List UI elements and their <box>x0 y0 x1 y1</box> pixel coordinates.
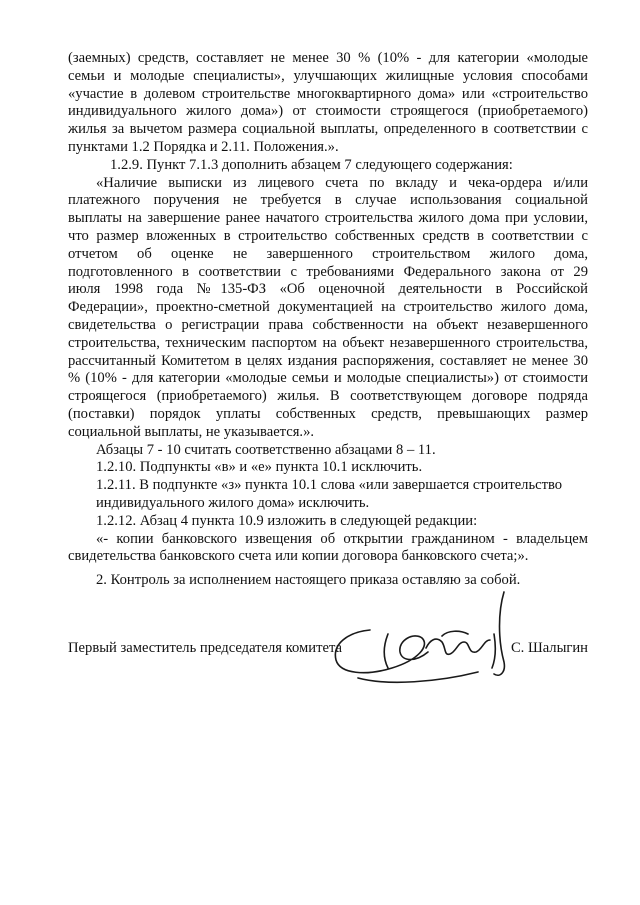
text-line: «Наличие выписки из лицевого счета по вкладу и чека-ордера и/или <box>96 174 588 191</box>
text-line: 1.2.12. Абзац 4 пункта 10.9 изложить в следующей редакции: <box>96 512 478 529</box>
text-line: жилья за вычетом размера социальной выплаты, определенного в соответствии с <box>68 121 588 138</box>
text-line: индивидуального жилого дома») от стоимости строящегося (приобретаемого) <box>68 103 588 120</box>
text-line: выплаты на завершение ранее начатого строительства жилого дома при условии, <box>68 210 588 227</box>
text-line: подготовленного в соответствии с требованиями Федерального закона от 29 <box>68 263 588 280</box>
text-line: семьи и молодые специалисты», улучшающих жилищные условия способами <box>68 67 588 84</box>
text-line: Федерации», проектно-сметной документацией на строительство жилого дома, <box>68 299 588 316</box>
text-line: Абзацы 7 - 10 считать соответственно абзацами 8 – 11. <box>96 441 436 458</box>
text-line: «- копии банковского извещения об открытии гражданином - владельцем <box>96 530 588 547</box>
text-line: пунктами 1.2 Порядка и 2.11. Положения.». <box>68 139 339 155</box>
text-line: 2. Контроль за исполнением настоящего приказа оставляю за собой. <box>96 572 521 588</box>
text-line: (заемных) средств, составляет не менее 30 % (10% - для категории «молодые <box>68 50 588 66</box>
text-line: 1.2.9. Пункт 7.1.3 дополнить абзацем 7 следующего содержания: <box>110 156 513 173</box>
text-line: 1.2.10. Подпункты «в» и «е» пункта 10.1 исключить. <box>96 459 423 476</box>
text-line: отчетом об оценке не завершенного строительством жилого дома, <box>68 245 588 262</box>
text-line: платежного поручения не требуется в случае использования социальной <box>68 192 588 209</box>
text-line: социальной выплаты, не указывается.». <box>68 423 315 440</box>
text-line: свидетельства о регистрации права собственности на объект незавершенного <box>68 317 588 333</box>
text-line: июля 1998 года №135-ФЗ «Об оценочной деятельности в Российской <box>68 281 588 298</box>
signer-name: С. Шалыгин <box>510 640 588 656</box>
text-line: рассчитанный Комитетом в целях издания распоряжения, составляет не менее 30 <box>68 352 588 369</box>
text-line: «участие в долевом строительстве многоквартирного дома» или «строительство <box>68 85 588 102</box>
text-line: свидетельства банковского счета или копии договора банковского счета;». <box>68 548 529 565</box>
text-line: что размер вложенных в строительство собственных средств в соответствии с <box>68 228 588 244</box>
text-line: 1.2.11. В подпункте «з» пункта 10.1 слова «или завершается строительство <box>96 477 563 494</box>
text-line: % (10% - для категории «молодые семьи и молодые специалисты») от стоимости <box>68 370 588 387</box>
handwritten-signature <box>318 582 528 692</box>
text-line: (поставки) порядок уплаты собственных средств, превышающих размер <box>68 406 588 422</box>
text-line: строящегося (приобретаемого) жилья. В соответствующем договоре подряда <box>68 388 588 405</box>
signer-position: Первый заместитель председателя комитета <box>68 640 342 656</box>
text-line: индивидуального жилого дома» исключить. <box>96 495 370 511</box>
text-line: строительства, техническим паспортом на объект незавершенного строительства, <box>68 334 588 351</box>
